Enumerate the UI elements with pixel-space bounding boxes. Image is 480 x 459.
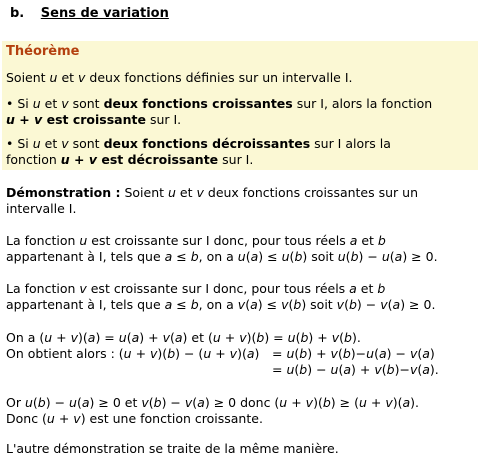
theorem-heading: Théorème <box>6 44 80 59</box>
proof-paragraph-u-cont: appartenant à I, tels que a ≤ b, on a u(a) ≤ u(b) soit u(b) − u(a) ≥ 0. <box>6 249 438 264</box>
theorem-bullet-increasing: • Si u et v sont deux fonctions croissantes sur I, alors la fonction <box>6 96 433 111</box>
section-number: b. <box>10 6 25 21</box>
proof-difference-left: On obtient alors : (u + v)(b) − (u + v)(a) <box>6 346 260 361</box>
proof-inequality: Or u(b) − u(a) ≥ 0 et v(b) − v(a) ≥ 0 donc (u + v)(b) ≥ (u + v)(a). <box>6 395 420 410</box>
proof-difference-step1: = u(b) + v(b)−u(a) − v(a) <box>272 346 435 361</box>
theorem-box <box>2 41 478 170</box>
section-heading <box>10 6 169 21</box>
proof-paragraph-u: La fonction u est croissante sur I donc, pour tous réels a et b <box>6 233 386 248</box>
proof-intro: Démonstration : Soient u et v deux fonctions croissantes sur un <box>6 185 419 200</box>
theorem-bullet-increasing-cont: u + v est croissante sur I. <box>6 112 182 127</box>
proof-sum-definition: On a (u + v)(a) = u(a) + v(a) et (u + v)(b) = u(b) + v(b). <box>6 330 361 345</box>
proof-intro-cont: intervalle I. <box>6 201 77 216</box>
proof-paragraph-v: La fonction v est croissante sur I donc, pour tous réels a et b <box>6 281 386 296</box>
proof-conclusion-sum: Donc (u + v) est une fonction croissante. <box>6 411 263 426</box>
theorem-bullet-decreasing: • Si u et v sont deux fonctions décroissantes sur I alors la <box>6 136 391 151</box>
proof-paragraph-v-cont: appartenant à I, tels que a ≤ b, on a v(a) ≤ v(b) soit v(b) − v(a) ≥ 0. <box>6 297 436 312</box>
theorem-intro: Soient u et v deux fonctions définies sur un intervalle I. <box>6 70 353 85</box>
proof-final-remark: L'autre démonstration se traite de la même manière. <box>6 441 339 456</box>
section-title: Sens de variation <box>40 6 169 21</box>
proof-label: Démonstration : <box>6 185 121 200</box>
proof-difference-step2: = u(b) − u(a) + v(b)−v(a). <box>272 362 439 377</box>
theorem-bullet-decreasing-cont: fonction u + v est décroissante sur I. <box>6 152 254 167</box>
